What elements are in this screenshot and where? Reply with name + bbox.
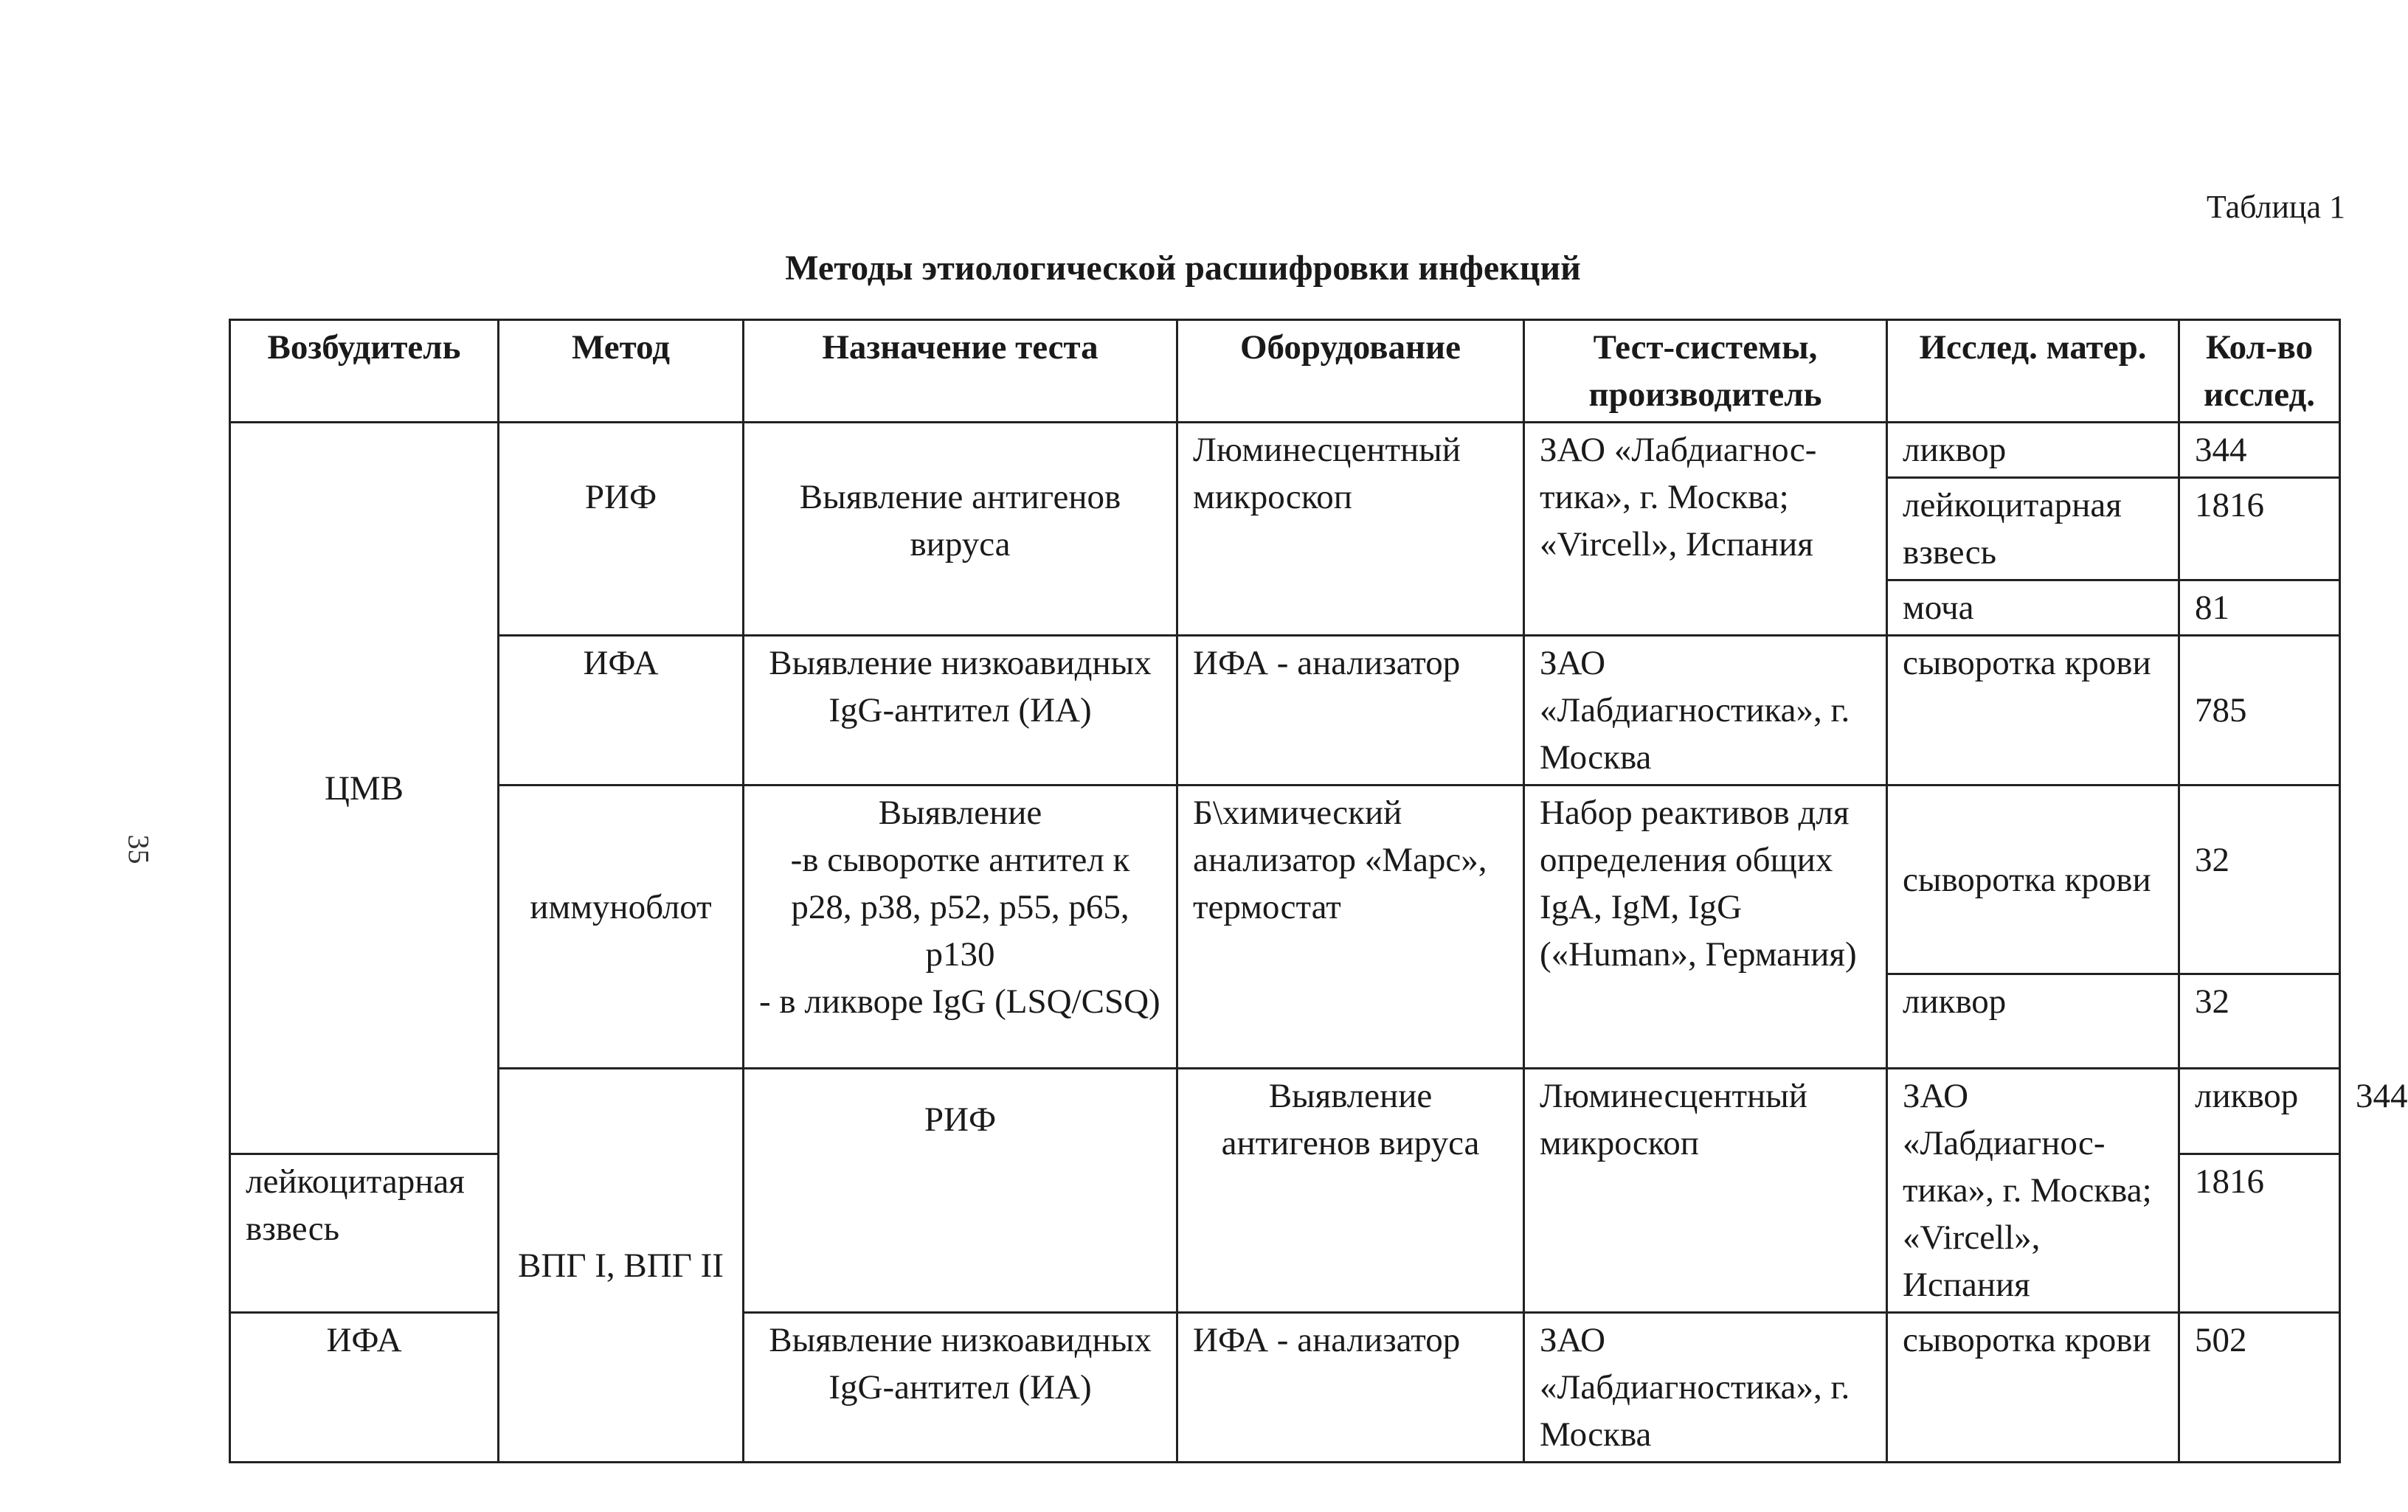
- test-system-rif-hsv: ЗАО «Лабдиагнос-тика», г. Москва; «Vircell», Испания: [1887, 1069, 2179, 1313]
- purpose-rif: Выявление антигенов вируса: [744, 423, 1177, 636]
- purpose-rif-hsv: Выявление антигенов вируса: [1177, 1069, 1524, 1313]
- header-pathogen: Возбудитель: [230, 320, 499, 423]
- table-row: [230, 636, 2340, 786]
- table-title: Методы этиологической расшифровки инфекций: [785, 249, 1581, 288]
- count-cell: 81: [2179, 580, 2340, 636]
- header-material: Исслед. матер.: [1887, 320, 2179, 423]
- material-cell: ликвор: [1887, 974, 2179, 1069]
- count-cell: 1816: [2179, 1154, 2340, 1313]
- material-cell: ликвор: [2179, 1069, 2340, 1154]
- method-ifa: ИФА: [499, 636, 744, 786]
- table-row: [230, 423, 2340, 478]
- purpose-ifa: Выявление низкоавидных IgG-антител (ИА): [744, 636, 1177, 786]
- purpose-immunoblot-line3: - в ликворе IgG (LSQ/CSQ): [759, 982, 1160, 1021]
- material-cell: сыворотка крови: [1887, 636, 2179, 786]
- material-cell: моча: [1887, 580, 2179, 636]
- table-row: ВПГ I, ВПГ II РИФ Выявление антигенов вируса Люминесцентный микроскоп ЗАО «Лабдиагнос-тика», г. Москва; «Vircell», Испания ликвор 344: [230, 1069, 2340, 1154]
- pathogen-hsv: ВПГ I, ВПГ II: [499, 1069, 744, 1463]
- pathogen-cmv: ЦМВ: [230, 423, 499, 1154]
- page-number: 35: [122, 834, 156, 864]
- test-system-ifa: ЗАО «Лабдиагностика», г. Москва: [1524, 636, 1887, 786]
- methods-table: [229, 319, 2408, 1463]
- method-immunoblot: иммуноблот: [499, 786, 744, 1069]
- count-cell: 344: [2179, 423, 2340, 478]
- material-cell: сыворотка крови: [1887, 1313, 2179, 1463]
- purpose-immunoblot-line2: -в сыворотке антител к p28, p38, p52, p55, p65, p130: [790, 841, 1130, 974]
- purpose-immunoblot: [744, 786, 1177, 1069]
- count-cell: 785: [2179, 636, 2340, 786]
- header-method: Метод: [499, 320, 744, 423]
- count-cell: 502: [2179, 1313, 2340, 1463]
- count-cell: 32: [2179, 974, 2340, 1069]
- table-row: [230, 786, 2340, 974]
- equipment-ifa: ИФА - анализатор: [1177, 636, 1524, 786]
- count-cell: 32: [2179, 786, 2340, 974]
- test-system-ifa-hsv: ЗАО «Лабдиагностика», г. Москва: [1524, 1313, 1887, 1463]
- purpose-ifa-hsv: Выявление низкоавидных IgG-антител (ИА): [744, 1313, 1177, 1463]
- material-cell: лейкоцитарная взвесь: [1887, 478, 2179, 580]
- method-ifa-hsv: ИФА: [230, 1313, 499, 1463]
- method-rif-hsv: РИФ: [744, 1069, 1177, 1313]
- equipment-immunoblot: Б\химический анализатор «Марс», термостат: [1177, 786, 1524, 1069]
- test-system-immunoblot: Набор реактивов для определения общих IgA, IgM, IgG («Human», Германия): [1524, 786, 1887, 1069]
- header-count: Кол-во исслед.: [2179, 320, 2340, 423]
- header-equipment: Оборудование: [1177, 320, 1524, 423]
- material-cell: сыворотка крови: [1887, 786, 2179, 974]
- equipment-ifa-hsv: ИФА - анализатор: [1177, 1313, 1524, 1463]
- method-rif: РИФ: [499, 423, 744, 636]
- equipment-rif: Люминесцентный микроскоп: [1177, 423, 1524, 636]
- header-test-systems: Тест-системы, производитель: [1524, 320, 1887, 423]
- equipment-rif-hsv: Люминесцентный микроскоп: [1524, 1069, 1887, 1313]
- table-label: Таблица 1: [2206, 189, 2345, 225]
- material-cell: лейкоцитарная взвесь: [230, 1154, 499, 1313]
- material-cell: ликвор: [1887, 423, 2179, 478]
- header-purpose: Назначение теста: [744, 320, 1177, 423]
- header-row: [230, 320, 2340, 423]
- test-system-rif: ЗАО «Лабдиагнос-тика», г. Москва; «Vircell», Испания: [1524, 423, 1887, 636]
- count-cell: 1816: [2179, 478, 2340, 580]
- purpose-immunoblot-line1: Выявление: [878, 794, 1042, 832]
